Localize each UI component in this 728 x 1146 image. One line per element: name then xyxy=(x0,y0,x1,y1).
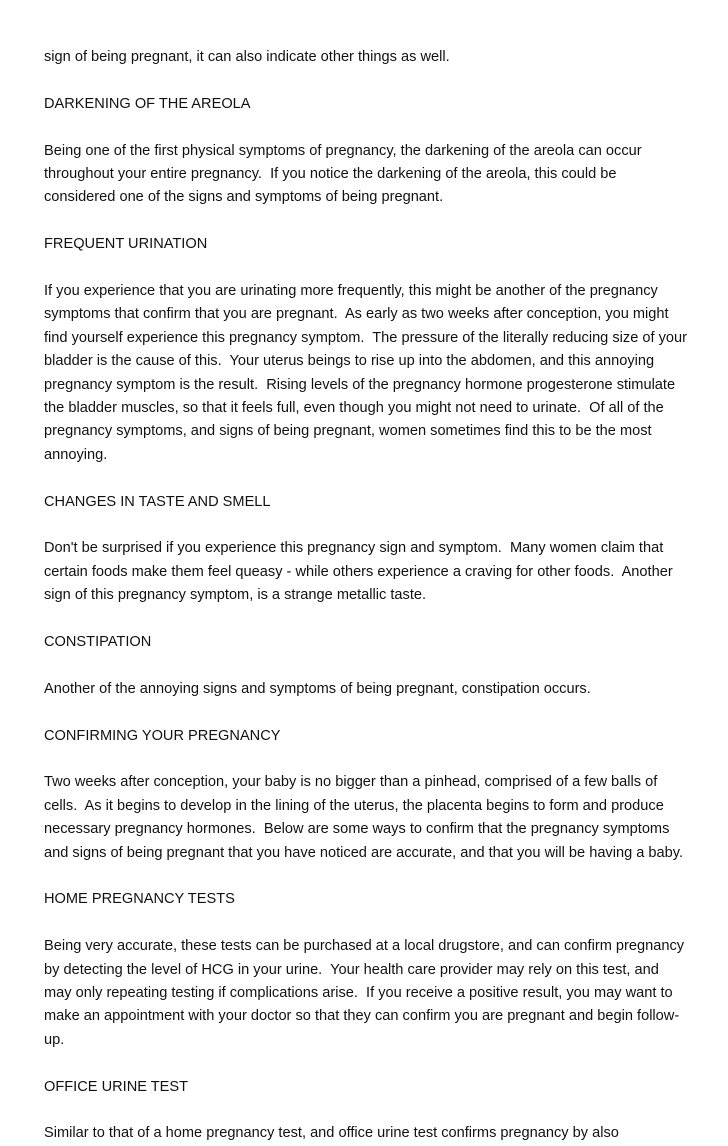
paragraph: Similar to that of a home pregnancy test, and office urine test confirms pregnancy by also xyxy=(44,1125,619,1142)
paragraph: Don't be surprised if you experience this pregnancy sign and symptom. Many women claim that certain foods make them feel queasy - while others experience a craving for other foods. Another sign of this pregnancy symptom, is a strange metallic taste. xyxy=(44,540,677,604)
section-heading: FREQUENT URINATION xyxy=(44,236,208,253)
paragraph: Being very accurate, these tests can be purchased at a local drugstore, and can confirm pregnancy by detecting the level of HCG in your urine. Your health care provider may rely on this test, and may only repeating testing if complications arise. If you receive a positive result, you may want to make an appointment with your doctor so that they can confirm you are pregnant and begin follow-up. xyxy=(44,938,689,1048)
section-heading: CONSTIPATION xyxy=(44,634,152,651)
section-heading: HOME PREGNANCY TESTS xyxy=(44,891,235,908)
section-heading: CONFIRMING YOUR PREGNANCY xyxy=(44,727,281,744)
paragraph: Another of the annoying signs and symptoms of being pregnant, constipation occurs. xyxy=(44,680,591,697)
paragraph: Two weeks after conception, your baby is no bigger than a pinhead, comprised of a few balls of cells. As it begins to develop in the lining of the uterus, the placenta begins to form and produce necessary pregnancy hormones. Below are some ways to confirm that the pregnancy symptoms and signs of being pregnant that you have noticed are accurate, and that you will be having a baby. xyxy=(44,774,684,861)
section-heading: OFFICE URINE TEST xyxy=(44,1078,189,1095)
paragraph: Being one of the first physical symptoms of pregnancy, the darkening of the areola can occur throughout your entire pregnancy. If you notice the darkening of the areola, this could be considered one of the signs and symptoms of being pregnant. xyxy=(44,142,646,206)
paragraph: If you experience that you are urinating more frequently, this might be another of the pregnancy symptoms that confirm that you are pregnant. As early as two weeks after conception, you might find yourself experience this pregnancy symptom. The pressure of the literally reducing size of your bladder is the cause of this. Your uterus beings to rise up into the abdomen, and this annoying pregnancy symptom is the result. Rising levels of the pregnancy hormone progesterone stimulate the bladder muscles, so that it feels full, even though you might not need to urinate. Of all of the pregnancy symptoms, and signs of being pregnant, women sometimes find this to be the most annoying. xyxy=(44,283,692,463)
section-heading: DARKENING OF THE AREOLA xyxy=(44,95,251,112)
paragraph: sign of being pregnant, it can also indicate other things as well. xyxy=(44,49,450,65)
section-heading: CHANGES IN TASTE AND SMELL xyxy=(44,493,271,510)
document-body xyxy=(44,46,690,1146)
